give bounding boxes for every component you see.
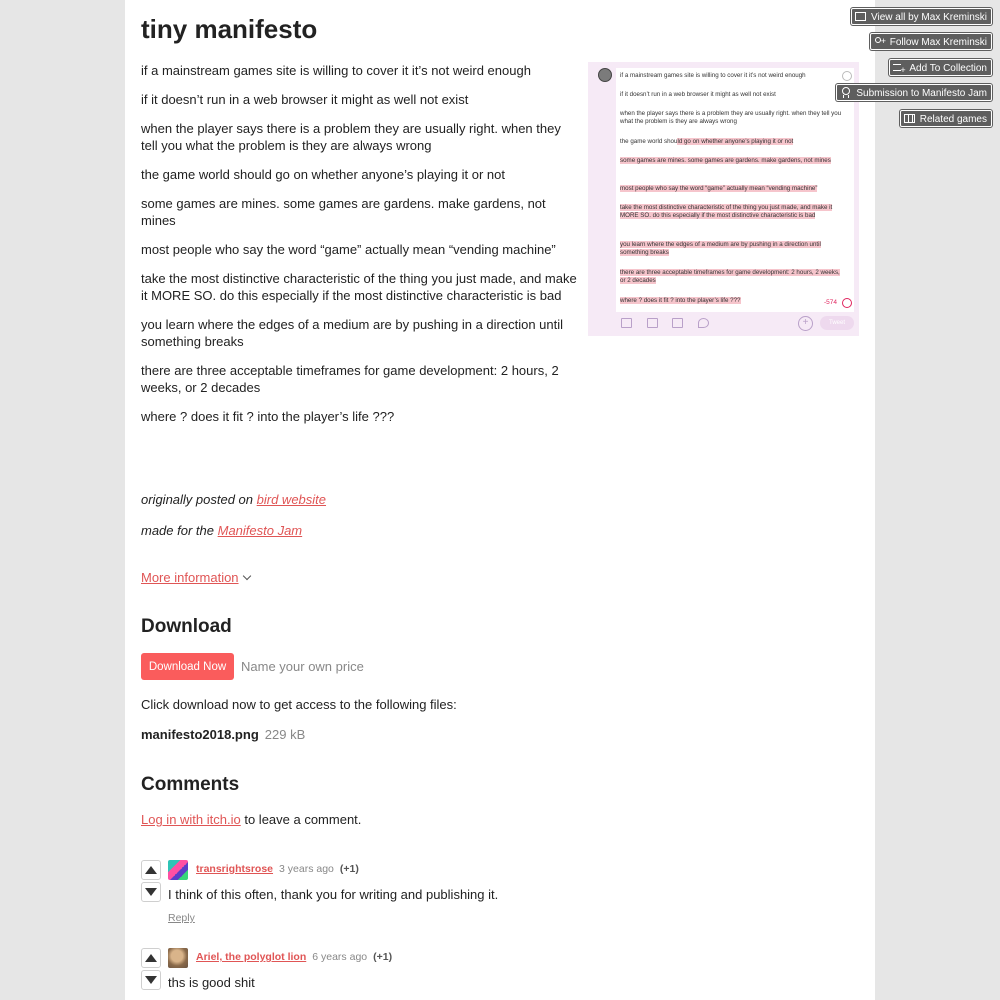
- screenshot-highlight: you learn where the edges of a medium are by pushing in a direction until something breaks: [620, 241, 821, 256]
- vote-controls: [141, 948, 161, 992]
- screenshot-line: [620, 269, 842, 285]
- manifesto-line: most people who say the word “game” actually mean “vending machine”: [141, 242, 556, 257]
- jam-credit: [141, 522, 577, 539]
- follow-icon: [874, 37, 885, 46]
- manifesto-line: there are three acceptable timeframes for game development: 2 hours, 2 weeks, or 2 decades: [141, 363, 559, 395]
- upvote-button[interactable]: [141, 948, 161, 968]
- store-icon: [855, 12, 866, 21]
- price-label: Name your own price: [241, 659, 364, 674]
- tweet-button: Tweet: [820, 316, 854, 330]
- comment-meta: [196, 951, 392, 963]
- screenshot-highlight: there are three acceptable timeframes for game development: 2 hours, 2 weeks, or 2 decades: [620, 269, 840, 284]
- manifesto-line: if a mainstream games site is willing to cover it it’s not weird enough: [141, 63, 531, 78]
- login-prompt: [141, 812, 361, 827]
- arrow-up-icon: [145, 866, 157, 874]
- game-screenshot[interactable]: [588, 62, 859, 336]
- add-collection-label: Add To Collection: [909, 63, 987, 74]
- manifesto-line: you learn where the edges of a medium are by pushing in a direction until something breaks: [141, 317, 564, 349]
- files-note: Click download now to get access to the following files:: [141, 697, 457, 712]
- screenshot-line: [620, 204, 842, 220]
- screenshot-highlight: most people who say the word “game” actually mean “vending machine”: [620, 185, 818, 192]
- location-icon: [698, 318, 709, 328]
- screenshot-text: if it doesn’t run in a web browser it might as well not exist: [620, 91, 776, 98]
- map-icon: [904, 114, 915, 123]
- credits: [141, 491, 577, 553]
- view-all-label: View all by Max Kreminski: [871, 12, 987, 23]
- follow-label: Follow Max Kreminski: [889, 37, 987, 48]
- avatar[interactable]: [168, 860, 188, 880]
- posted-credit: [141, 491, 577, 508]
- poll-icon: [672, 318, 683, 328]
- comment-score: (+1): [373, 951, 393, 963]
- comment-author[interactable]: Ariel, the polyglot lion: [196, 951, 307, 963]
- posted-prefix: originally posted on: [141, 492, 257, 507]
- emoji-icon: [842, 71, 852, 81]
- list-add-icon: [893, 63, 904, 72]
- comment-time: 6 years ago: [312, 951, 368, 963]
- screenshot-line: [620, 157, 842, 165]
- image-icon: [621, 318, 632, 328]
- manifesto-line: where ? does it fit ? into the player’s life ???: [141, 409, 395, 424]
- screenshot-line: [620, 110, 842, 126]
- screenshot-line: [620, 185, 842, 193]
- avatar[interactable]: [168, 948, 188, 968]
- file-name: manifesto2018.png: [141, 727, 259, 742]
- screenshot-text: when the player says there is a problem they are usually right. when they tell you what the problem is they are always wrong: [620, 110, 842, 125]
- screenshot-highlight: ld go on whether anyone’s playing it or not: [677, 138, 794, 145]
- page-title: tiny manifesto: [141, 14, 318, 44]
- login-link[interactable]: Log in with itch.io: [141, 812, 241, 827]
- related-label: Related games: [919, 114, 987, 125]
- reply-link[interactable]: Reply: [168, 912, 195, 924]
- chevron-down-icon: [242, 572, 250, 580]
- jam-submission-button[interactable]: [836, 84, 992, 101]
- manifesto-jam-link[interactable]: Manifesto Jam: [217, 523, 303, 538]
- manifesto-line: if it doesn’t run in a web browser it might as well not exist: [141, 92, 469, 107]
- comment-time: 3 years ago: [279, 863, 334, 875]
- award-icon: [840, 88, 851, 97]
- more-information-toggle[interactable]: [141, 570, 250, 585]
- game-page: [125, 0, 875, 1000]
- screenshot-text: if a mainstream games site is willing to cover it it’s not weird enough: [620, 72, 806, 79]
- downvote-button[interactable]: [141, 882, 161, 902]
- screenshot-text: the game world shou: [620, 138, 678, 145]
- screenshot-highlight: some games are mines. some games are gardens. make gardens, not mines: [620, 157, 831, 164]
- manifesto-line: when the player says there is a problem they are usually right. when they tell you what the problem is they are always wrong: [141, 121, 561, 153]
- manifesto-line: take the most distinctive characteristic of the thing you just made, and make it MORE SO. do this especially if the most distinctive characteristic is bad: [141, 271, 577, 303]
- char-counter: -574: [824, 299, 838, 306]
- screenshot-line: [620, 91, 842, 99]
- comment-body: I think of this often, thank you for writing and publishing it.: [168, 887, 499, 902]
- download-now-button[interactable]: Download Now: [141, 653, 234, 680]
- comment-score: (+1): [339, 863, 359, 875]
- manifesto-line: the game world should go on whether anyone’s playing it or not: [141, 167, 505, 182]
- progress-ring-icon: [842, 298, 852, 308]
- view-all-button[interactable]: [851, 8, 992, 25]
- more-information-label: More information: [141, 570, 239, 585]
- related-games-button[interactable]: [900, 110, 992, 127]
- upvote-button[interactable]: [141, 860, 161, 880]
- arrow-up-icon: [145, 954, 157, 962]
- comment-meta: [196, 863, 359, 875]
- login-suffix: to leave a comment.: [240, 812, 362, 827]
- screenshot-line: [620, 241, 842, 257]
- screenshot-highlight: where ? does it fit ? into the player’s life ???: [620, 297, 741, 304]
- file-entry: [141, 727, 305, 742]
- submission-label: Submission to Manifesto Jam: [856, 88, 987, 99]
- arrow-down-icon: [145, 888, 157, 896]
- download-heading: Download: [141, 616, 232, 637]
- screenshot-highlight: take the most distinctive characteristic of the thing you just made, and make it MORE SO. do this especially if the most distinctive characteristic is bad: [620, 204, 833, 219]
- comments-heading: Comments: [141, 774, 240, 795]
- add-to-collection-button[interactable]: [889, 59, 992, 76]
- arrow-down-icon: [145, 976, 157, 984]
- screenshot-line: [620, 297, 842, 305]
- manifesto-line: some games are mines. some games are gardens. make gardens, not mines: [141, 196, 546, 228]
- gif-icon: [647, 318, 658, 328]
- avatar: [598, 68, 612, 82]
- bird-website-link[interactable]: bird website: [256, 492, 327, 507]
- vote-controls: [141, 860, 161, 904]
- screenshot-line: [620, 138, 842, 146]
- comment-body: ths is good shit: [168, 975, 255, 990]
- jam-prefix: made for the: [141, 523, 218, 538]
- file-size: 229 kB: [264, 727, 306, 742]
- follow-button[interactable]: [870, 33, 992, 50]
- downvote-button[interactable]: [141, 970, 161, 990]
- add-icon: +: [798, 316, 813, 331]
- game-description: [141, 62, 577, 437]
- comment-author[interactable]: transrightsrose: [196, 863, 274, 875]
- screenshot-line: [620, 72, 842, 80]
